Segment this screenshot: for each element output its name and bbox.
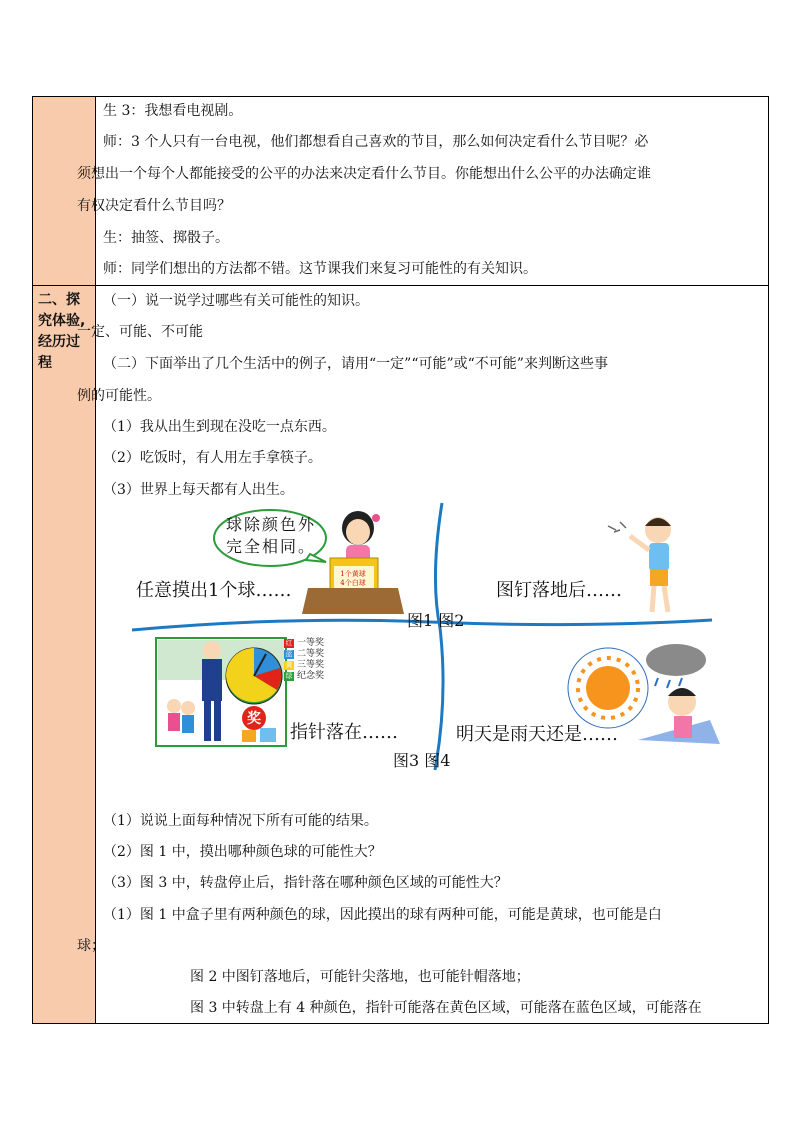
caption-fig4: 明天是雨天还是…… <box>456 724 618 745</box>
dialogue-student3: 生 3：我想看电视剧。 <box>103 103 243 119</box>
thumbtack-icon <box>608 522 626 532</box>
caption-fig2: 图钉落地后…… <box>496 580 622 601</box>
example-1: （1）我从出生到现在没吃一点东西。 <box>103 419 336 435</box>
caption-fig3: 指针落在…… <box>290 722 398 743</box>
example-2: （2）吃饭时，有人用左手拿筷子。 <box>103 450 322 466</box>
body-item-3: （二）下面举出了几个生活中的例子，请用“一定”“可能”或“不可能”来判断这些事 <box>103 356 608 372</box>
dialogue-teacher-2: 师：同学们想出的方法都不错。这节课我们来复习可能性的有关知识。 <box>103 261 537 277</box>
prize-badge: 奖 <box>247 711 261 727</box>
legend-item: 黄 三等奖 <box>285 660 325 670</box>
answer-2: 图 2 中图钉落地后，可能针尖落地，也可能针帽落地； <box>190 969 530 985</box>
dialogue-teacher-1-end: 有权决定看什么节目吗？ <box>77 198 231 214</box>
possibility-illustration <box>130 498 720 778</box>
answer-3: 图 3 中转盘上有 4 种颜色，指针可能落在黄色区域，可能落在蓝色区域，可能落在 <box>190 1000 702 1016</box>
dialogue-teacher-1-cont: 须想出一个每个人都能接受的公平的办法来决定看什么节目。你能想出什么公平的办法确定谁 <box>77 166 651 182</box>
vertical-divider <box>435 503 443 770</box>
label-fig1-fig2: 图1 图2 <box>407 611 465 630</box>
legend-item: 红 一等奖 <box>285 638 325 648</box>
answer-1-cont: 球； <box>77 938 105 954</box>
answer-1: （1）图 1 中盒子里有两种颜色的球，因此摸出的球有两种可能，可能是黄球，也可能是白 <box>103 907 662 923</box>
row-divider <box>33 285 768 286</box>
body-item-3-cont: 例的可能性。 <box>77 388 161 404</box>
dialogue-teacher-1: 师：3 个人只有一台电视，他们都想看自己喜欢的节目，那么如何决定看什么节目呢？必 <box>103 134 649 150</box>
ball-box-label: 1个黄球 4个白球 <box>340 570 366 587</box>
label-fig3-fig4: 图3 图4 <box>393 751 451 770</box>
question-3: （3）图 3 中，转盘停止后，指针落在哪种颜色区域的可能性大？ <box>103 875 508 891</box>
body-item-2: 一定、可能、不可能 <box>77 324 203 340</box>
question-1: （1）说说上面每种情况下所有可能的结果。 <box>103 813 378 829</box>
illustration-drawing <box>130 498 720 778</box>
legend-item: 绿 纪念奖 <box>285 671 325 681</box>
dialogue-student-answer: 生：抽签、掷骰子。 <box>103 230 229 246</box>
section-label: 二、探 究体验, 经历过 程 <box>38 292 86 371</box>
spinner-scene <box>156 638 286 746</box>
example-3: （3）世界上每天都有人出生。 <box>103 482 294 498</box>
question-2: （2）图 1 中，摸出哪种颜色球的可能性大？ <box>103 844 382 860</box>
caption-fig1: 任意摸出1个球…… <box>136 580 292 601</box>
body-item-1: （一）说一说学过哪些有关可能性的知识。 <box>103 293 369 309</box>
legend-item: 蓝 二等奖 <box>285 649 325 659</box>
stage-column <box>33 97 96 1023</box>
spinner-legend <box>284 638 324 682</box>
bubble-text: 球除颜色外 完全相同。 <box>226 515 317 556</box>
